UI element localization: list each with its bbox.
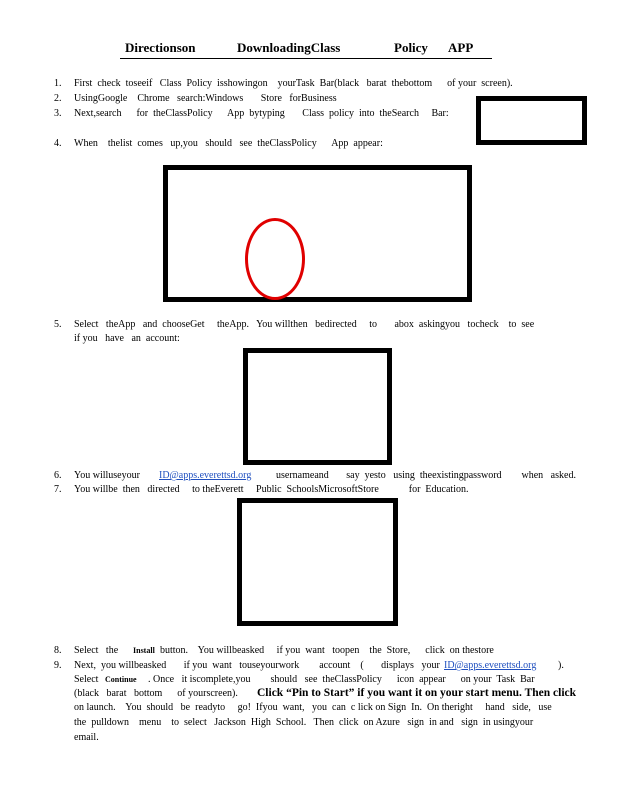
step-4-number: 4. xyxy=(54,138,62,149)
step-2-text: UsingGoogle Chrome search:Windows Store forBusiness xyxy=(74,93,337,104)
pin-to-start-instruction: Click “Pin to Start” if you want it on your start menu. Then click xyxy=(257,687,577,699)
step-9-text-line4: on launch. You should be readyto go! Ifyou want, you can c lick on Sign In. On theright hand side, use xyxy=(74,702,552,713)
step-9-text-line1: Next, you willbeasked if you want touseyourwork account ( displays your xyxy=(74,660,440,671)
step-5-text-line1: Select theApp and chooseGet theApp. You willthen bedirected to abox askingyou tocheck to see xyxy=(74,319,535,330)
step-1-number: 1. xyxy=(54,78,62,89)
app-list-image xyxy=(163,165,472,302)
microsoft-store-image xyxy=(237,498,398,626)
step-9-text-line6: email. xyxy=(74,732,99,743)
step-5-text-line2: if you have an account: xyxy=(74,333,180,344)
step-1-text: First check toseeif Class Policy isshowingon yourTask Bar(black barat thebottom of your screen). xyxy=(74,78,513,89)
step-6-number: 6. xyxy=(54,470,62,481)
step-4-text: When thelist comes up,you should see theClassPolicy App appear: xyxy=(74,138,383,149)
step-5-number: 5. xyxy=(54,319,62,330)
step-7-text: You willbe then directed to theEverett Public SchoolsMicrosoftStore for Education. xyxy=(74,484,469,495)
step-8-number: 8. xyxy=(54,645,62,656)
step-9-select-text: Select xyxy=(74,674,99,685)
account-check-image xyxy=(243,348,392,465)
title-part-policy: Policy xyxy=(394,40,428,55)
step-9-email-link[interactable]: ID@apps.everettsd.org xyxy=(444,660,537,671)
step-8-text-start: Select the xyxy=(74,645,119,656)
continue-label: Continue xyxy=(105,675,137,684)
search-bar-image xyxy=(476,96,587,145)
step-9-text-line1-end: ). xyxy=(558,660,564,671)
step-9-text-line2: . Once it iscomplete,you should see theClassPolicy icon appear on your Task Bar xyxy=(148,674,535,685)
step-9-number: 9. xyxy=(54,660,62,671)
step-3-number: 3. xyxy=(54,108,62,119)
title-part-app: APP xyxy=(448,40,474,55)
step-2-number: 2. xyxy=(54,93,62,104)
step-8-text-end: button. You willbeasked if you want toopen the Store, click on thestore xyxy=(160,645,494,656)
document-title xyxy=(120,40,492,59)
step-9-text-line5: the pulldown menu to select Jackson High School. Then click on Azure sign in and sign in usingyour xyxy=(74,717,534,728)
step-6-text-start: You willuseyour xyxy=(74,470,140,481)
step-7-number: 7. xyxy=(54,484,62,495)
step-6-text-end: usernameand say yesto using theexistingpassword when asked. xyxy=(276,470,576,481)
install-label: Install xyxy=(133,646,155,655)
step-9-text-line3: (black barat bottom of yourscreen). xyxy=(74,688,238,699)
highlight-circle xyxy=(245,218,305,300)
title-part-directions: Directionson xyxy=(125,40,196,55)
step-6-email-link[interactable]: ID@apps.everettsd.org xyxy=(159,470,252,481)
title-part-downloading: DownloadingClass xyxy=(237,40,341,55)
step-3-text: Next,search for theClassPolicy App bytyping Class policy into theSearch Bar: xyxy=(74,108,449,119)
